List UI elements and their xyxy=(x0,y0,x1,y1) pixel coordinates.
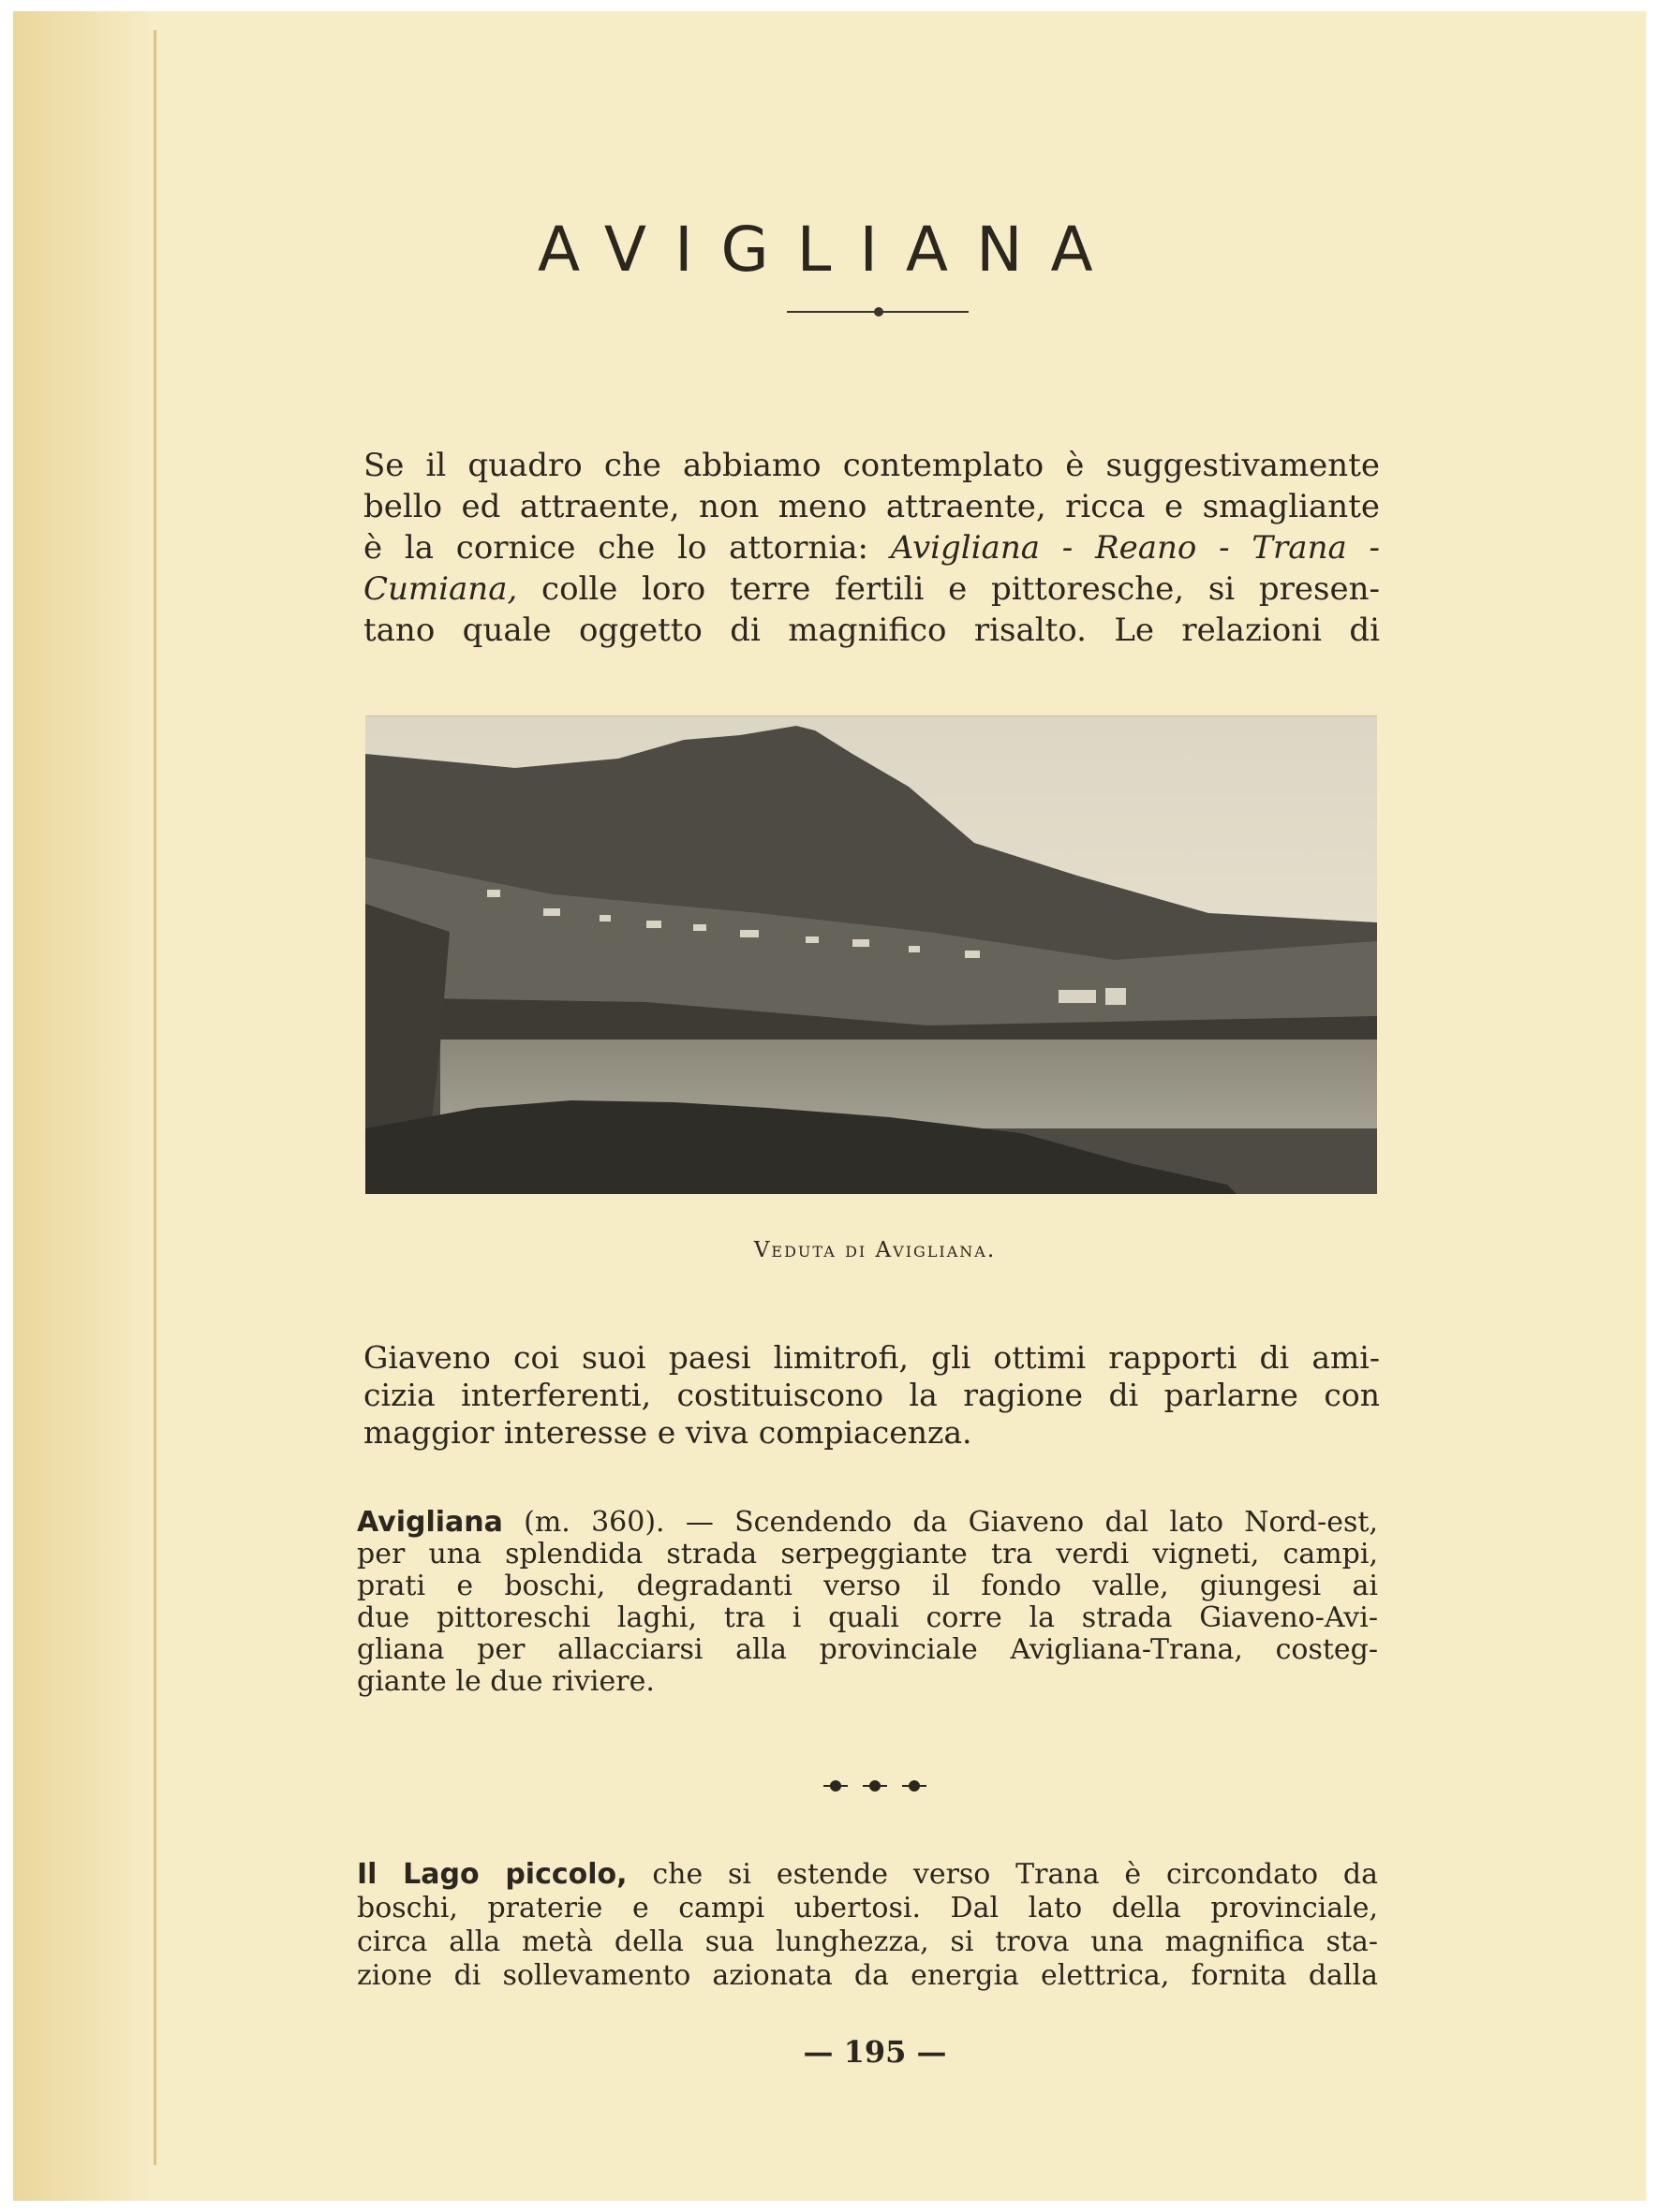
photo-caption: Veduta di Avigliana. xyxy=(753,1238,997,1262)
text-line: zione di sollevamento azionata da energia elettrica, fornita dalla xyxy=(357,1959,1378,1992)
binding-fold xyxy=(154,30,156,2165)
page-title: AVIGLIANA xyxy=(538,214,1121,286)
text-line: Il Lago piccolo, che si estende verso Trana è circondato da xyxy=(357,1858,1378,1891)
avigliana-paragraph xyxy=(357,1507,1378,1698)
text-line: bello ed attraente, non meno attraente, ricca e smagliante xyxy=(363,488,1380,525)
text-line: cizia interferenti, costituiscono la ragione di parlarne con xyxy=(363,1377,1380,1413)
text-line: Avigliana (m. 360). — Scendendo da Giaveno dal lato Nord-est, xyxy=(357,1506,1378,1539)
continuation-paragraph xyxy=(363,1339,1380,1452)
text-line: gliana per allacciarsi alla provinciale Avigliana-Trana, costeg- xyxy=(357,1633,1378,1666)
title-ornament-dot xyxy=(874,307,883,317)
text-line: tano quale oggetto di magnifico risalto. Le relazioni di xyxy=(363,612,1380,649)
text-line: giante le due riviere. xyxy=(357,1665,655,1698)
place-name-italic: Cumiana, xyxy=(363,570,518,608)
book-page xyxy=(13,11,1646,2201)
page-gutter-shading xyxy=(13,11,154,2201)
place-names-italic: Avigliana - Reano - Trana - xyxy=(890,529,1381,567)
text-line: maggior interesse e viva compiacenza. xyxy=(363,1414,972,1451)
text-line: per una splendida strada serpeggiante tra verdi vigneti, campi, xyxy=(357,1538,1378,1571)
lago-piccolo-heading: Il Lago piccolo, xyxy=(357,1858,628,1891)
page-number: — 195 — xyxy=(803,2034,947,2070)
text-line: Cumiana, colle loro terre fertili e pittoresche, si presen- xyxy=(363,570,1380,608)
intro-paragraph xyxy=(363,445,1380,651)
text-line: boschi, praterie e campi ubertosi. Dal lato della provinciale, xyxy=(357,1892,1378,1924)
text-line: è la cornice che lo attornia: Avigliana - Reano - Trana - xyxy=(363,529,1381,567)
landscape-photo xyxy=(365,715,1377,1194)
lago-piccolo-paragraph xyxy=(357,1858,1378,1993)
section-separator-ornament xyxy=(814,1772,936,1800)
text-line: Se il quadro che abbiamo contemplato è suggestivamente xyxy=(363,447,1380,484)
avigliana-heading: Avigliana xyxy=(357,1506,503,1539)
text-line: due pittoreschi laghi, tra i quali corre la strada Giaveno-Avi- xyxy=(357,1601,1378,1634)
text-line: circa alla metà della sua lunghezza, si trova una magnifica sta- xyxy=(357,1925,1378,1958)
text-line: prati e boschi, degradanti verso il fondo valle, giungesi ai xyxy=(357,1570,1378,1602)
text-line: Giaveno coi suoi paesi limitrofi, gli ottimi rapporti di ami- xyxy=(363,1339,1380,1376)
